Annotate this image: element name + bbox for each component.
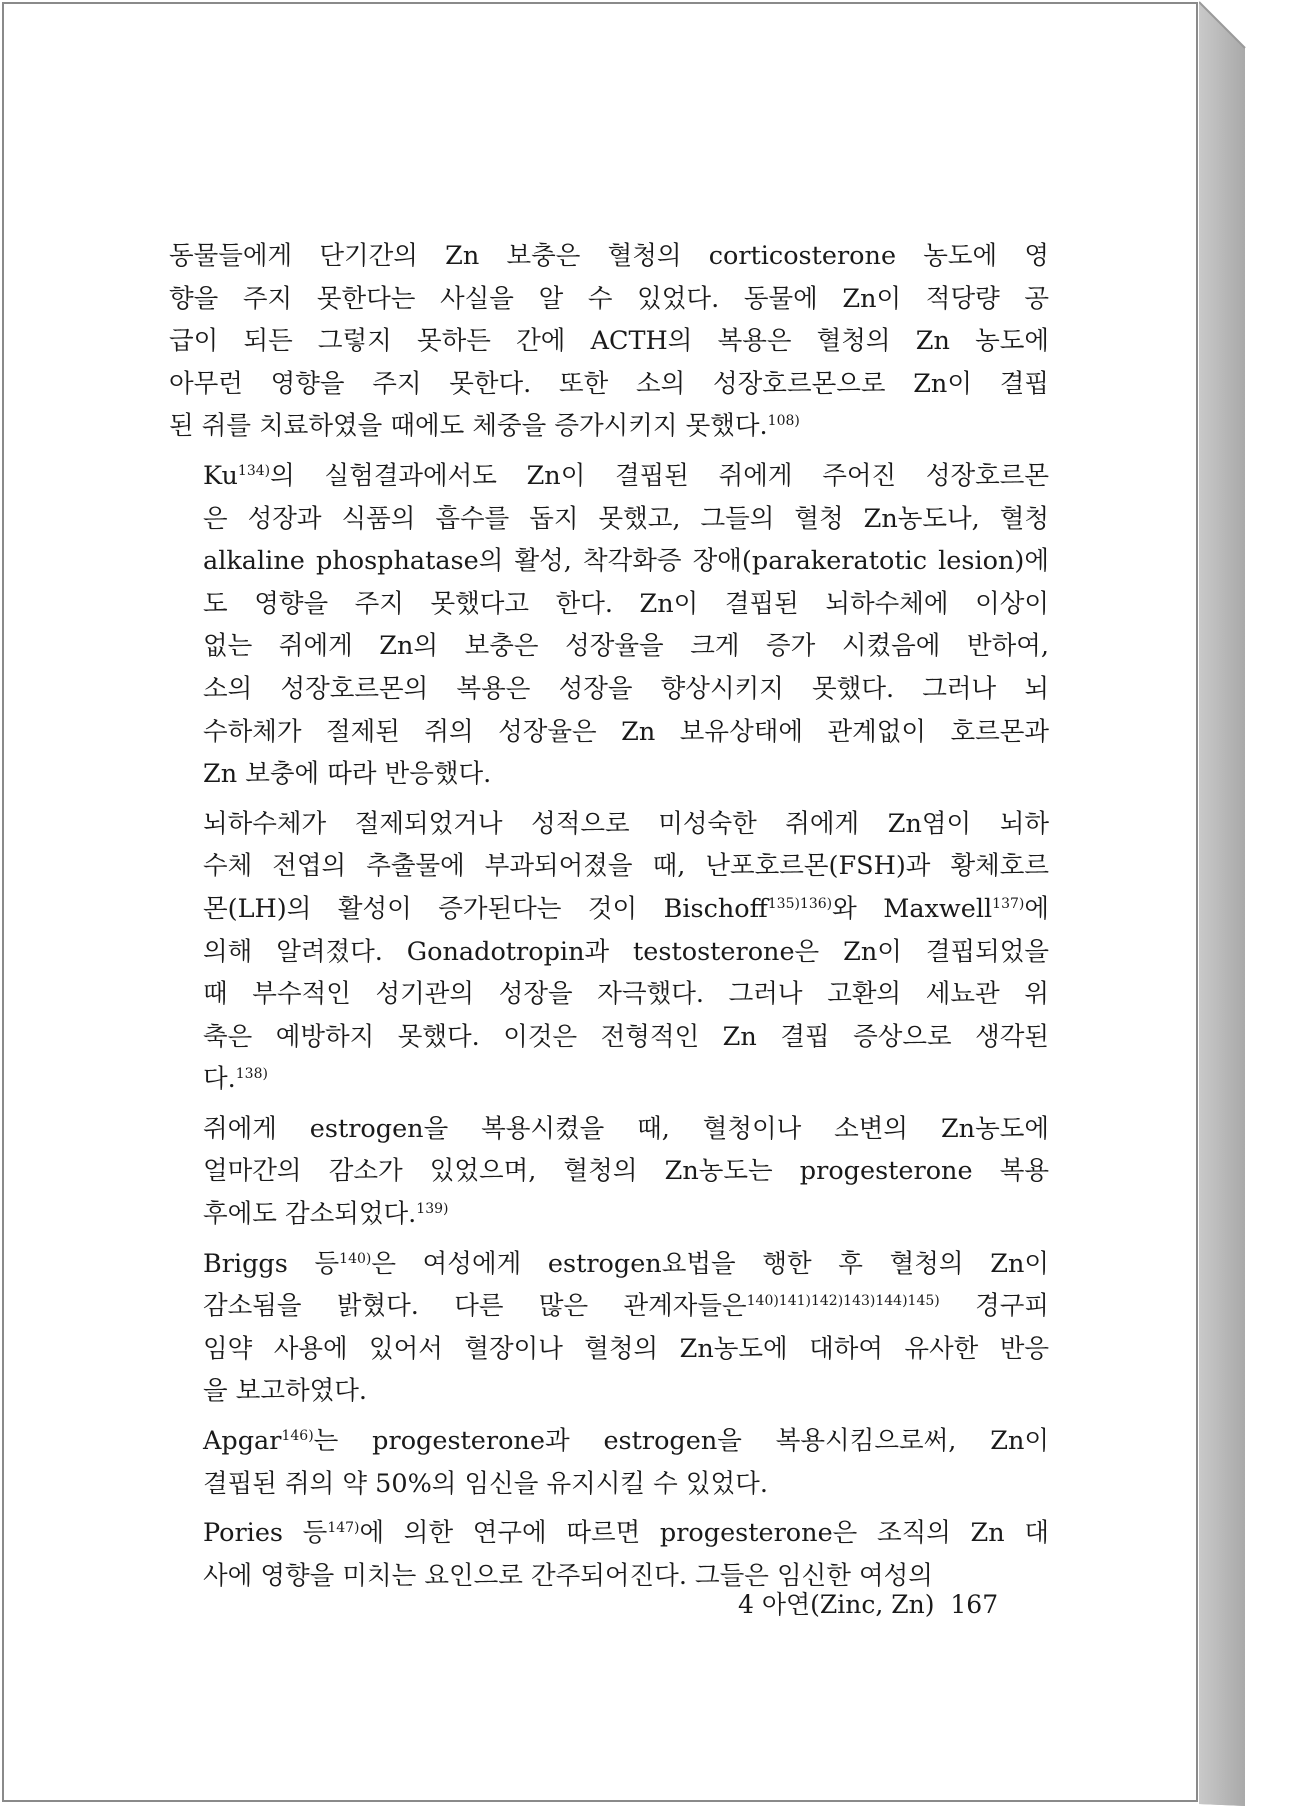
body-text [169,235,1049,1604]
text-line: 수하체가 절제된 쥐의 성장율은 Zn 보유상태에 관계없이 호르몬과 [203,716,1049,747]
text-line: 다.$^{138)}$ [203,1064,268,1095]
text-line: 수체 전엽의 추출물에 부과되어졌을 때, 난포호르몬(FSH)과 황체호르 [203,851,1049,882]
text-line: 축은 예방하지 못했다. 이것은 전형적인 Zn 결핍 증상으로 생각된 [203,1021,1049,1052]
text-line: 아무런 영향을 주지 못한다. 또한 소의 성장호르몬으로 Zn이 결핍 [169,368,1049,399]
text-line: 급이 되든 그렇지 못하든 간에 ACTH의 복용은 혈청의 Zn 농도에 [169,326,1049,357]
text-line: alkaline phosphatase의 활성, 착각화증 장애(parakeratotic lesion)에 [203,546,1049,577]
paragraph [169,1108,1049,1236]
text-line: 결핍된 쥐의 약 50%의 임신을 유지시킬 수 있었다. [203,1468,768,1499]
text-line: 소의 성장호르몬의 복용은 성장을 향상시키지 못했다. 그러나 뇌 [203,673,1049,704]
text-line: 된 쥐를 치료하였을 때에도 체중을 증가시키지 못했다.$^{108)}$ [169,411,800,442]
text-line: 감소됨을 밝혔다. 다른 많은 관계자들은$^{140)141)142)143)144)145)}$ 경구피 [203,1291,1049,1322]
text-line: 임약 사용에 있어서 혈장이나 혈청의 Zn농도에 대하여 유사한 반응 [203,1333,1049,1364]
text-line: 사에 영향을 미치는 요인으로 간주되어진다. 그들은 임신한 여성의 [203,1560,933,1591]
page-footer [738,1585,998,1621]
text-line: Ku$^{134)}$의 실험결과에서도 Zn이 결핍된 쥐에게 주어진 성장호르몬 [203,460,1049,491]
text-line: 후에도 감소되었다.$^{139)}$ [203,1199,449,1230]
book-page-edge [1199,0,1296,1806]
text-line: Zn 보충에 따라 반응했다. [203,759,492,790]
text-line: Briggs 등$^{140)}$은 여성에게 estrogen요법을 행한 후 혈청의 Zn이 [203,1248,1049,1279]
running-footer-chapter: 4 아연(Zinc, Zn) [738,1590,935,1619]
paragraph [169,1243,1049,1413]
text-line: 의해 알려졌다. Gonadotropin과 testosterone은 Zn이 결핍되었을 [203,936,1049,967]
text-line: 몬(LH)의 활성이 증가된다는 것이 Bischoff$^{135)136)}$와 Maxwell$^{137)}$에 [203,893,1049,924]
paragraph [169,235,1049,448]
page-number: 167 [950,1590,999,1619]
text-line: 을 보고하였다. [203,1376,368,1407]
text-line: 뇌하수체가 절제되었거나 성적으로 미성숙한 쥐에게 Zn염이 뇌하 [203,808,1049,839]
text-line: Pories 등$^{147)}$에 의한 연구에 따르면 progesterone은 조직의 Zn 대 [203,1518,1049,1549]
text-line: 향을 주지 못한다는 사실을 알 수 있었다. 동물에 Zn이 적당량 공 [169,283,1049,314]
paragraph [169,803,1049,1101]
text-line: 도 영향을 주지 못했다고 한다. Zn이 결핍된 뇌하수체에 이상이 [203,588,1049,619]
text-line: 때 부수적인 성기관의 성장을 자극했다. 그러나 고환의 세뇨관 위 [203,979,1049,1010]
text-line: 은 성장과 식품의 흡수를 돕지 못했고, 그들의 혈청 Zn농도나, 혈청 [203,503,1049,534]
paragraph [169,1420,1049,1505]
page [2,2,1198,1802]
text-line: 얼마간의 감소가 있었으며, 혈청의 Zn농도는 progesterone 복용 [203,1156,1049,1187]
paragraph [169,455,1049,796]
text-line: Apgar$^{146)}$는 progesterone과 estrogen을 복용시킴으로써, Zn이 [203,1426,1049,1457]
text-line: 쥐에게 estrogen을 복용시켰을 때, 혈청이나 소변의 Zn농도에 [203,1113,1049,1144]
text-line: 동물들에게 단기간의 Zn 보충은 혈청의 corticosterone 농도에 영 [169,241,1049,271]
text-line: 없는 쥐에게 Zn의 보충은 성장율을 크게 증가 시켰음에 반하여, [203,631,1049,662]
